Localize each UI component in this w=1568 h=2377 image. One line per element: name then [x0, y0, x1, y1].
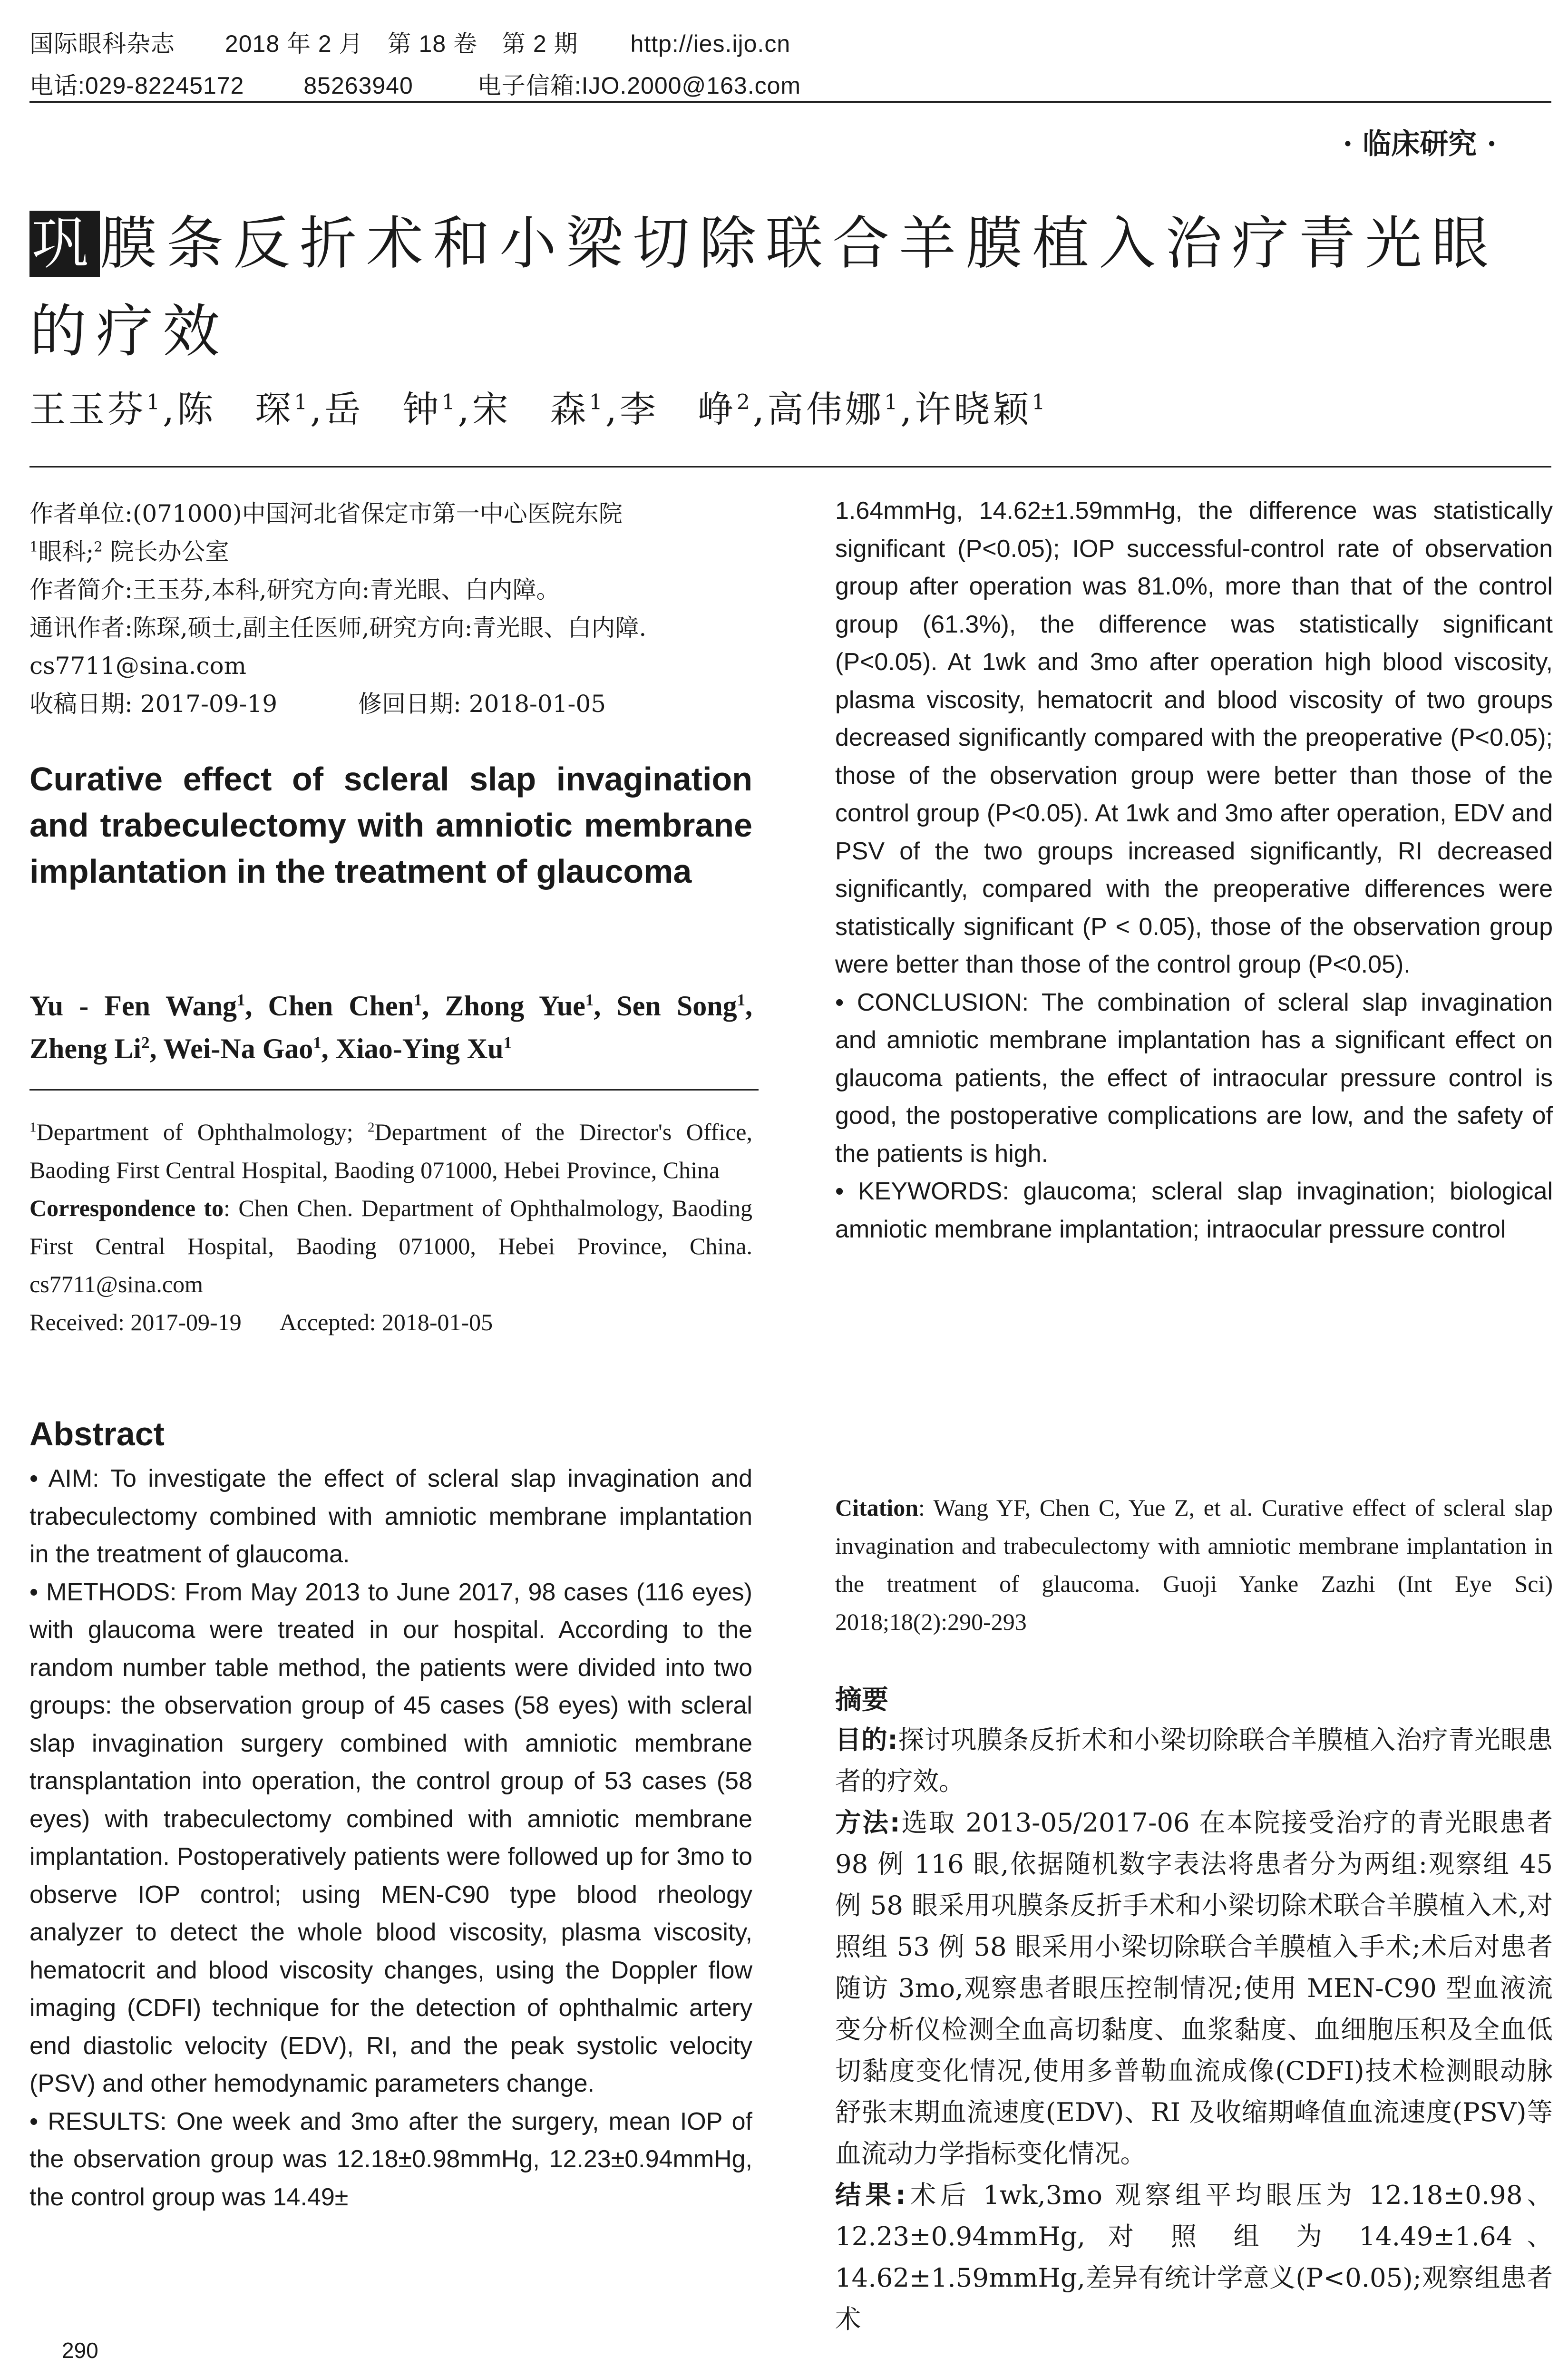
english-authors: Yu - Fen Wang$^1$, Chen Chen$^1$, Zhong Yue$^1$, Sen Song$^1$, Zheng Li$^2$, Wei-Na Gao$^1$, Xiao-Ying Xu$^1$ — [29, 990, 752, 1064]
author-cn: 高伟娜$^1$ — [767, 388, 901, 430]
author-en: Wei-Na Gao$^1$ — [163, 1033, 321, 1064]
abstract-keywords: • KEYWORDS: glaucoma; scleral slap invagination; biological amniotic membrane implantation; intraocular pressure control — [835, 1178, 1553, 1243]
corresponding-author: 通讯作者:陈琛,硕士,副主任医师,研究方向:青光眼、白内障. — [29, 614, 647, 642]
corresponding-email[interactable]: cs7711@sina.com — [29, 652, 246, 680]
cn-methods: 方法:选取 2013-05/2017-06 在本院接受治疗的青光眼患者 98 例 116 眼,依据随机数字表法将患者分为两组:观察组 45 例 58 眼采用巩膜条反折手术和小梁切除术联合羊膜植入术,对照组 53 例 58 眼采用小梁切除联合羊膜植入手术;术后对患者随访 3mo,观察患者眼压控制情况;使用 MEN-C90 型血液流变分析仪检测全血高切黏度、血浆黏度、血细胞压积及全血低切黏度变化情况,使用多普勒血流成像(CDFI)技术检测眼动脉舒张末期血流速度(EDV)、RI 及收缩期峰值血流速度(PSV)等血流动力学指标变化情况。 — [835, 1807, 1553, 2169]
authors-rule — [29, 466, 1551, 468]
received-date-en: Received: 2017-09-19 — [29, 1309, 242, 1335]
author-cn: 宋 森$^1$ — [472, 388, 605, 430]
section-label: · 临床研究 · — [1343, 127, 1497, 161]
affiliation-rule — [29, 1089, 759, 1091]
author-en: Zhong Yue$^1$ — [445, 990, 594, 1022]
authors-cn: 王玉芬$^1$,陈 琛$^1$,岳 钟$^1$,宋 森$^1$,李 峥$^2$,高伟娜$^1$,许晓颖$^1$ — [29, 388, 1048, 430]
abstract-results-part1: • RESULTS: One week and 3mo after the surgery, mean IOP of the observation group was 12.18±0.98mmHg, 12.23±0.94mmHg, the control group was 14.49± — [29, 2107, 752, 2211]
citation-block — [835, 1489, 1553, 1641]
abstract-heading: Abstract — [29, 1415, 165, 1452]
journal-email: 电子信箱:IJO.2000@163.com — [477, 72, 801, 99]
author-en: Xiao-Ying Xu$^1$ — [335, 1033, 512, 1064]
cn-aim: 目的:探讨巩膜条反折术和小梁切除联合羊膜植入治疗青光眼患者的疗效。 — [835, 1724, 1553, 1796]
author-en: Yu - Fen Wang$^1$ — [29, 990, 245, 1022]
abstract-results-part2: 1.64mmHg, 14.62±1.59mmHg, the difference was statistically significant (P<0.05); IOP successful-control rate of observation group after operation was 81.0%, more than that of the control group (61.3%), the difference was statistically significant (P<0.05). At 1wk and 3mo after operation high blood viscosity, plasma viscosity, hematocrit and blood viscosity of two groups decreased significantly compared with the preoperative (P<0.05); those of the observation group were better than those of the control group (P<0.05). At 1wk and 3mo after operation, EDV and PSV of the two groups increased significantly, RI decreased significantly, compared with the preoperative differences were statistically significant (P < 0.05), those of the observation group were better than those of the control group (P<0.05). — [835, 497, 1553, 978]
journal-name: 国际眼科杂志 — [29, 30, 175, 57]
journal-phone: 电话:029-82245172 — [29, 72, 244, 99]
page-number: 290 — [62, 2338, 98, 2363]
en-dates — [29, 1303, 752, 1341]
author-en: Sen Song$^1$ — [616, 990, 745, 1022]
author-cn: 许晓颖$^1$ — [915, 388, 1048, 430]
author-en: Zheng Li$^2$ — [29, 1033, 150, 1064]
article-title — [29, 200, 1551, 376]
cn-abstract-heading: 摘要 — [835, 1685, 888, 1715]
author-cn: 岳 钟$^1$ — [324, 388, 458, 430]
journal-website[interactable]: http://ies.ijo.cn — [630, 30, 791, 57]
author-cn: 王玉芬$^1$ — [29, 388, 163, 430]
citation-text: : Wang YF, Chen C, Yue Z, et al. Curative effect of scleral slap invagination and trabeculectomy with amniotic membrane implantation in the treatment of glaucoma. Guoji Yanke Zazhi (Int Eye Sci) 2018;18(2):290-293 — [835, 1494, 1553, 1635]
abstract-conclusion: • CONCLUSION: The combination of scleral slap invagination and amniotic membrane implantation has a significant effect on glaucoma patients, the effect of intraocular pressure control is good, the postoperative complications are low, and the safety of the patients is high. — [835, 988, 1553, 1168]
author-cn: 陈 琛$^1$ — [177, 388, 311, 430]
author-bio: 作者简介:王玉芬,本科,研究方向:青光眼、白内障。 — [29, 576, 560, 604]
affiliation-block — [29, 1113, 752, 1341]
received-date-cn: 收稿日期: 2017-09-19 — [29, 690, 278, 718]
cn-results: 结果:术后 1wk,3mo 观察组平均眼压为 12.18±0.98、12.23±0.94mmHg, 对 照 组 为 14.49±1.64、14.62±1.59mmHg,差异有统计学意义(P<0.05);观察组患者术 — [835, 2180, 1553, 2334]
abstract-methods: • METHODS: From May 2013 to June 2017, 98 cases (116 eyes) with glaucoma were treated in our hospital. According to the random number table method, the patients were divided into two groups: the observation group of 45 cases (58 eyes) with scleral slap invagination surgery combined with amniotic membrane transplantation into operation, the control group of 53 cases (58 eyes) with trabeculectomy combined with amniotic membrane implantation. Postoperatively patients were followed up for 3mo to observe IOP control; using MEN-C90 type blood rheology analyzer to detect the whole blood viscosity, plasma viscosity, hematocrit and blood viscosity changes, using the Doppler flow imaging (CDFI) technique for the detection of ophthalmic artery end diastolic velocity (EDV), RI, and the peak systolic velocity (PSV) and other hemodynamic parameters change. — [29, 1578, 752, 2097]
abstract-right — [835, 492, 1553, 1248]
header-rule — [29, 101, 1551, 103]
revised-date-cn: 修回日期: 2018-01-05 — [358, 690, 606, 718]
cn-abstract-body — [835, 1719, 1553, 2340]
english-title: Curative effect of scleral slap invagination and trabeculectomy with amniotic membrane implantation in the treatment of glaucoma — [29, 760, 752, 890]
correspondence-label: Correspondence to — [29, 1195, 224, 1221]
accepted-date-en: Accepted: 2018-01-05 — [279, 1309, 493, 1335]
author-cn: 李 峥$^2$ — [619, 388, 753, 430]
author-en: Chen Chen$^1$ — [268, 990, 422, 1022]
abstract-aim: • AIM: To investigate the effect of scleral slap invagination and trabeculectomy combined with amniotic membrane implantation in the treatment of glaucoma. — [29, 1465, 752, 1568]
header-line-2 — [29, 67, 801, 101]
correspondence: Correspondence to: Chen Chen. Department of Ophthalmology, Baoding First Central Hospital, Baoding 071000, Hebei Province, China. cs7711@sina.com — [29, 1195, 752, 1297]
journal-phone-2: 85263940 — [303, 72, 413, 99]
abstract-left — [29, 1460, 752, 2216]
author-unit: 作者单位:(071000)中国河北省保定市第一中心医院东院 $^1$眼科;$^2$ 院长办公室 — [29, 500, 623, 565]
author-info-block — [29, 495, 752, 723]
title-first-char: 巩 — [29, 211, 100, 277]
citation-label: Citation — [835, 1494, 918, 1521]
affiliation-text: $^1$Department of Ophthalmology; $^2$Department of the Director's Office, Baoding First Central Hospital, Baoding 071000, Hebei Province, China — [29, 1119, 752, 1183]
cn-dates — [29, 685, 752, 723]
header-line-1 — [29, 25, 790, 59]
title-rest: 膜条反折术和小梁切除联合羊膜植入治疗青光眼的疗效 — [29, 211, 1498, 365]
issue-info: 2018 年 2 月 第 18 卷 第 2 期 — [224, 30, 578, 57]
